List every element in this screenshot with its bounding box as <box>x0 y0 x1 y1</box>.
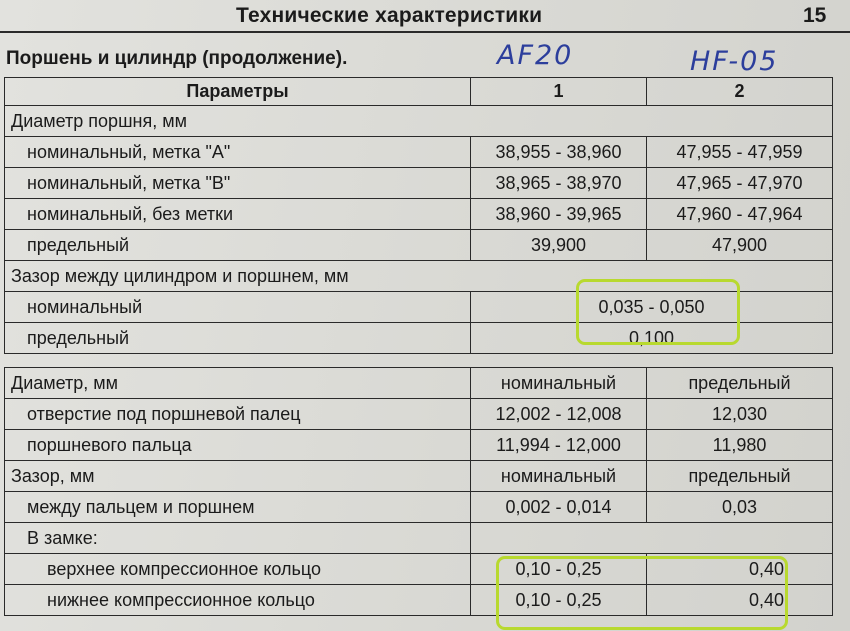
lock-label: В замке: <box>5 523 471 554</box>
cell-limit: 0,03 <box>647 492 833 523</box>
section-title: Поршень и цилиндр (продолжение). <box>6 48 348 69</box>
cell-value-1: 39,900 <box>471 230 647 261</box>
table-row <box>5 230 833 261</box>
table-row <box>5 585 833 616</box>
group-label: Диаметр поршня, мм <box>5 106 833 137</box>
table-row <box>5 137 833 168</box>
page-number: 15 <box>803 4 827 27</box>
header-divider <box>0 31 850 33</box>
col-header-limit: предельный <box>647 368 833 399</box>
table-row <box>5 323 833 354</box>
cell-value-merged: 0,100 <box>471 323 833 354</box>
lock-label-row <box>5 523 833 554</box>
col-header-limit: предельный <box>647 461 833 492</box>
cell-value-1: 38,960 - 39,965 <box>471 199 647 230</box>
page-header-title: Технические характеристики <box>236 4 543 27</box>
piston-cylinder-table <box>4 77 833 354</box>
cell-value-2: 47,955 - 47,959 <box>647 137 833 168</box>
cell-limit: 11,980 <box>647 430 833 461</box>
table-row <box>5 399 833 430</box>
handwritten-note-hf05: HF-05 <box>690 46 779 77</box>
cell-value-1: 38,955 - 38,960 <box>471 137 647 168</box>
row-label: поршневого пальца <box>5 430 471 461</box>
cell-value-2: 47,960 - 47,964 <box>647 199 833 230</box>
cell-limit: 0,40 <box>647 554 833 585</box>
col-header-nominal: номинальный <box>471 461 647 492</box>
row-label: номинальный, метка "A" <box>5 137 471 168</box>
cell-nominal: 0,002 - 0,014 <box>471 492 647 523</box>
group-row-clearance <box>5 261 833 292</box>
row-label: предельный <box>5 230 471 261</box>
row-label: между пальцем и поршнем <box>5 492 471 523</box>
group-label: Диаметр, мм <box>5 368 471 399</box>
cell-nominal: 11,994 - 12,000 <box>471 430 647 461</box>
pin-ring-table <box>4 367 833 616</box>
col-header-parameters: Параметры <box>5 78 471 106</box>
cell-nominal: 12,002 - 12,008 <box>471 399 647 430</box>
table-row <box>5 168 833 199</box>
table-row <box>5 492 833 523</box>
row-label: нижнее компрессионное кольцо <box>5 585 471 616</box>
table-row <box>5 199 833 230</box>
handwritten-note-af20: AF20 <box>497 40 574 71</box>
empty-cell <box>471 523 647 554</box>
cell-nominal: 0,10 - 0,25 <box>471 585 647 616</box>
table-row <box>5 430 833 461</box>
col-header-nominal: номинальный <box>471 368 647 399</box>
cell-value-2: 47,965 - 47,970 <box>647 168 833 199</box>
cell-value-2: 47,900 <box>647 230 833 261</box>
row-label: отверстие под поршневой палец <box>5 399 471 430</box>
cell-nominal: 0,10 - 0,25 <box>471 554 647 585</box>
row-label: номинальный, без метки <box>5 199 471 230</box>
row-label: верхнее компрессионное кольцо <box>5 554 471 585</box>
col-header-2: 2 <box>647 78 833 106</box>
col-header-1: 1 <box>471 78 647 106</box>
cell-limit: 12,030 <box>647 399 833 430</box>
table-header-row <box>5 78 833 106</box>
table-row <box>5 554 833 585</box>
group-row-gap <box>5 461 833 492</box>
empty-cell <box>647 523 833 554</box>
cell-limit: 0,40 <box>647 585 833 616</box>
row-label: предельный <box>5 323 471 354</box>
row-label: номинальный, метка "B" <box>5 168 471 199</box>
cell-value-merged: 0,035 - 0,050 <box>471 292 833 323</box>
group-row-diameter <box>5 368 833 399</box>
cell-value-1: 38,965 - 38,970 <box>471 168 647 199</box>
row-label: номинальный <box>5 292 471 323</box>
group-label: Зазор между цилиндром и поршнем, мм <box>5 261 833 292</box>
table-row <box>5 292 833 323</box>
group-row-piston-diameter <box>5 106 833 137</box>
group-label: Зазор, мм <box>5 461 471 492</box>
